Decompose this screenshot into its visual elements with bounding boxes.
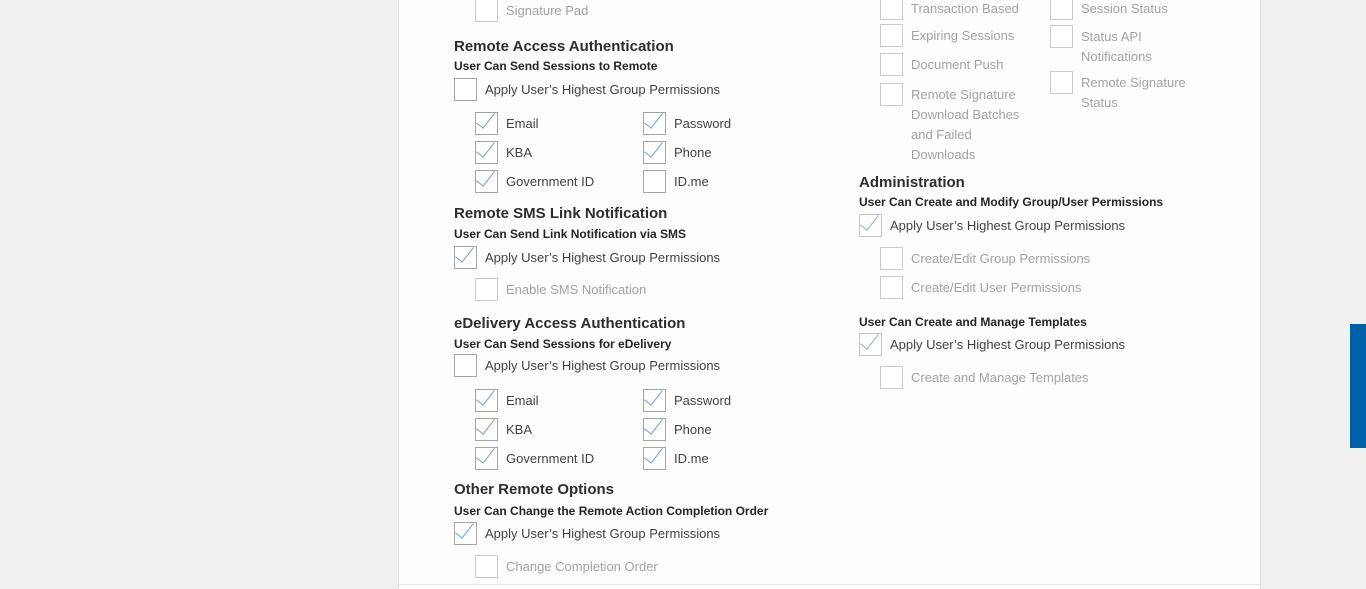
checkbox-label-kba: KBA xyxy=(506,144,533,160)
section-subtitle-other-remote: User Can Change the Remote Action Completion Order xyxy=(454,504,769,518)
checkbox-edelivery-phone[interactable] xyxy=(643,418,666,441)
checkbox-row-edelivery-password xyxy=(643,389,731,412)
checkbox-password[interactable] xyxy=(643,112,666,135)
checkbox-row-create-edit-user-permissions xyxy=(880,276,1082,299)
checkbox-session-status xyxy=(1050,0,1073,20)
panel-bottom-divider xyxy=(399,584,1260,585)
checkbox-row-apply-edelivery xyxy=(454,354,720,377)
checkbox-label-change-completion-order: Change Completion Order xyxy=(506,558,658,574)
checkbox-idme[interactable] xyxy=(643,170,666,193)
checkbox-status-api-notifications xyxy=(1050,25,1073,48)
checkbox-apply-templates[interactable] xyxy=(859,333,882,356)
checkbox-label-apply: Apply User’s Highest Group Permissions xyxy=(485,525,721,541)
checkbox-row-email xyxy=(475,112,539,135)
checkbox-label-apply: Apply User’s Highest Group Permissions xyxy=(485,81,721,97)
checkbox-row-edelivery-idme xyxy=(643,447,709,470)
checkbox-row-create-manage-templates xyxy=(880,366,1089,389)
checkbox-row-enable-sms xyxy=(475,278,646,301)
checkbox-create-manage-templates xyxy=(880,366,903,389)
checkbox-label-idme: ID.me xyxy=(674,450,709,466)
checkbox-label-status-api-notifications: Status API Notifications xyxy=(1081,29,1152,64)
checkbox-label-signature-pad: Signature Pad xyxy=(506,2,589,18)
checkbox-row-apply-remote-access xyxy=(454,78,720,101)
checkbox-edelivery-email[interactable] xyxy=(475,389,498,412)
checkbox-label-document-push: Document Push xyxy=(911,56,1004,72)
checkbox-enable-sms xyxy=(475,278,498,301)
checkbox-label-create-edit-group-permissions: Create/Edit Group Permissions xyxy=(911,250,1091,266)
checkbox-row-edelivery-government-id xyxy=(475,447,594,470)
checkbox-row-signature-pad xyxy=(475,0,588,22)
checkbox-row-document-push xyxy=(880,53,1004,76)
checkbox-label-apply: Apply User’s Highest Group Permissions xyxy=(485,249,721,265)
section-subtitle-edelivery: User Can Send Sessions for eDelivery xyxy=(454,337,672,351)
checkbox-remote-signature-status xyxy=(1050,71,1073,94)
checkbox-row-kba xyxy=(475,141,532,164)
checkbox-row-edelivery-email xyxy=(475,389,539,412)
checkbox-row-apply-other-remote xyxy=(454,522,720,545)
checkbox-label-apply: Apply User’s Highest Group Permissions xyxy=(890,217,1126,233)
checkbox-label-phone: Phone xyxy=(674,144,712,160)
checkbox-label-government-id: Government ID xyxy=(506,173,595,189)
checkbox-label-apply: Apply User’s Highest Group Permissions xyxy=(485,357,721,373)
checkbox-edelivery-idme[interactable] xyxy=(643,447,666,470)
checkbox-expiring-sessions xyxy=(880,24,903,47)
checkbox-row-phone xyxy=(643,141,712,164)
checkbox-remote-signature-download xyxy=(880,83,903,106)
checkbox-row-change-completion-order xyxy=(475,555,658,578)
checkbox-row-edelivery-kba xyxy=(475,418,532,441)
checkbox-create-edit-user-permissions xyxy=(880,276,903,299)
checkbox-label-password: Password xyxy=(674,392,732,408)
section-title-edelivery: eDelivery Access Authentication xyxy=(454,315,686,332)
checkbox-phone[interactable] xyxy=(643,141,666,164)
checkbox-apply-remote-sms[interactable] xyxy=(454,246,477,269)
section-subtitle-group-permissions: User Can Create and Modify Group/User Permissions xyxy=(859,195,1164,209)
checkbox-row-session-status xyxy=(1050,0,1168,20)
section-subtitle-remote-sms: User Can Send Link Notification via SMS xyxy=(454,227,687,241)
checkbox-label-transaction-based: Transaction Based xyxy=(911,0,1019,16)
checkbox-row-status-api-notifications xyxy=(1050,25,1199,67)
checkbox-label-password: Password xyxy=(674,115,732,131)
section-title-remote-sms: Remote SMS Link Notification xyxy=(454,205,668,222)
section-title-administration: Administration xyxy=(859,174,965,191)
checkbox-label-government-id: Government ID xyxy=(506,450,595,466)
section-subtitle-remote-access: User Can Send Sessions to Remote xyxy=(454,59,658,73)
checkbox-label-remote-signature-status: Remote Signature Status xyxy=(1081,75,1186,110)
checkbox-label-create-manage-templates: Create and Manage Templates xyxy=(911,369,1089,385)
checkbox-label-expiring-sessions: Expiring Sessions xyxy=(911,27,1015,43)
checkbox-row-apply-group-permissions xyxy=(859,214,1125,237)
checkbox-kba[interactable] xyxy=(475,141,498,164)
section-title-other-remote: Other Remote Options xyxy=(454,481,615,498)
checkbox-change-completion-order xyxy=(475,555,498,578)
checkbox-label-session-status: Session Status xyxy=(1081,0,1168,16)
checkbox-row-expiring-sessions xyxy=(880,24,1014,47)
checkbox-apply-edelivery[interactable] xyxy=(454,354,477,377)
checkbox-row-apply-remote-sms xyxy=(454,246,720,269)
checkbox-edelivery-kba[interactable] xyxy=(475,418,498,441)
checkbox-label-phone: Phone xyxy=(674,421,712,437)
checkbox-transaction-based xyxy=(880,0,903,20)
checkbox-label-remote-signature-download: Remote Signature Download Batches and Failed Downloads xyxy=(911,87,1020,162)
checkbox-create-edit-group-permissions xyxy=(880,247,903,270)
checkbox-apply-other-remote[interactable] xyxy=(454,522,477,545)
checkbox-label-create-edit-user-permissions: Create/Edit User Permissions xyxy=(911,279,1082,295)
checkbox-label-email: Email xyxy=(506,115,539,131)
checkbox-row-transaction-based xyxy=(880,0,1019,20)
checkbox-email[interactable] xyxy=(475,112,498,135)
checkbox-signature-pad xyxy=(475,0,498,22)
checkbox-edelivery-password[interactable] xyxy=(643,389,666,412)
checkbox-row-idme xyxy=(643,170,709,193)
section-title-remote-access: Remote Access Authentication xyxy=(454,38,674,55)
checkbox-row-remote-signature-download xyxy=(880,83,1029,165)
checkbox-row-remote-signature-status xyxy=(1050,71,1199,113)
checkbox-edelivery-government-id[interactable] xyxy=(475,447,498,470)
checkbox-row-edelivery-phone xyxy=(643,418,712,441)
checkbox-apply-remote-access[interactable] xyxy=(454,78,477,101)
section-subtitle-templates: User Can Create and Manage Templates xyxy=(859,315,1087,329)
checkbox-apply-group-permissions[interactable] xyxy=(859,214,882,237)
checkbox-row-government-id xyxy=(475,170,594,193)
checkbox-label-apply: Apply User’s Highest Group Permissions xyxy=(890,336,1126,352)
checkbox-label-enable-sms: Enable SMS Notification xyxy=(506,281,647,297)
checkbox-row-password xyxy=(643,112,731,135)
checkbox-row-create-edit-group-permissions xyxy=(880,247,1090,270)
checkbox-row-apply-templates xyxy=(859,333,1125,356)
checkbox-label-idme: ID.me xyxy=(674,173,709,189)
checkbox-document-push xyxy=(880,53,903,76)
checkbox-label-kba: KBA xyxy=(506,421,533,437)
checkbox-government-id[interactable] xyxy=(475,170,498,193)
feedback-side-tab[interactable] xyxy=(1350,324,1366,448)
checkbox-label-email: Email xyxy=(506,392,539,408)
